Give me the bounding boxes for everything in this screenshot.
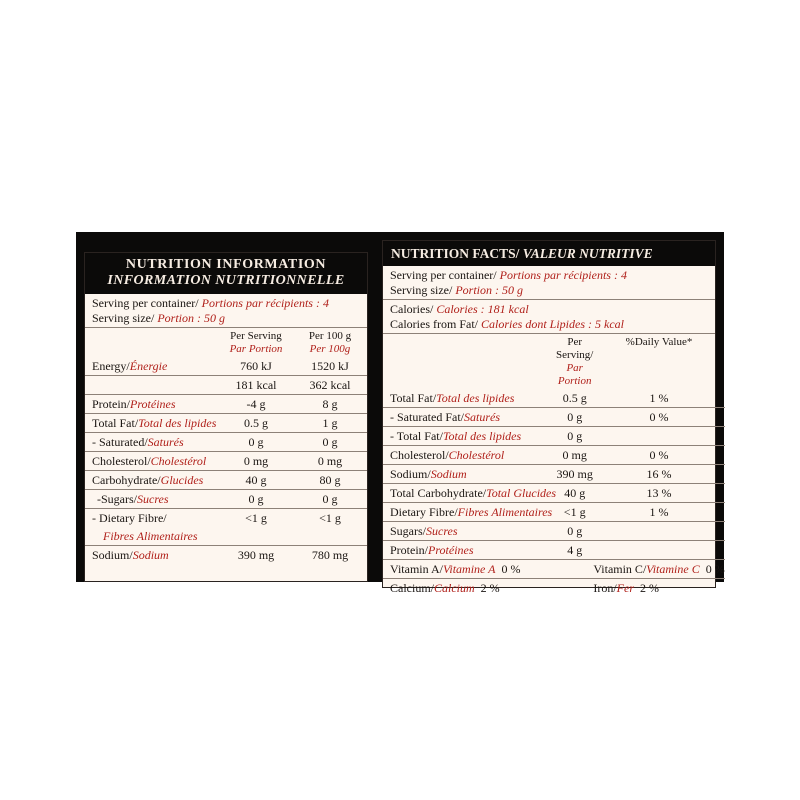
left-row-v1-5: 0 mg: [219, 452, 293, 471]
table-row: [383, 560, 725, 579]
right-row-amount-2: 0 g: [556, 427, 593, 446]
left-row-v2-6: 80 g: [293, 471, 367, 490]
left-row-v1-7: 0 g: [219, 490, 293, 509]
nutrition-information-panel: [84, 252, 368, 582]
calcium-cell: Calcium/Calcium 2 %: [390, 580, 500, 595]
left-panel-title-en: NUTRITION INFORMATION: [125, 257, 327, 272]
right-serving-info: [383, 266, 715, 299]
right-serving-size-row: [390, 283, 708, 298]
table-row: [85, 357, 367, 376]
left-row-v2-10: 780 mg: [311, 547, 349, 562]
right-nutrient-table: [383, 334, 725, 597]
right-row-label-7: Sugars/Sucres: [383, 522, 556, 541]
right-row-dv-5: 13 %: [593, 484, 724, 503]
left-serving-size-value: 50 g: [204, 310, 225, 325]
left-row-label-0: Energy/Énergie: [85, 357, 219, 376]
left-serving-size-label-en: Serving size/: [92, 310, 155, 325]
left-serving-per-container-row: [92, 296, 360, 311]
vitamin-a-cell: Vitamin A/Vitamine A 0 %: [383, 560, 593, 579]
right-serving-size-value: 50 g: [502, 282, 523, 297]
right-row-amount-0: 0.5 g: [556, 389, 593, 408]
left-row-v1-2: -4 g: [219, 395, 293, 414]
vitamin-c-cell: Vitamin C/Vitamine C 0 %: [593, 560, 724, 579]
table-row: [85, 414, 367, 433]
right-calories-fat-label-en: Calories from Fat/: [390, 316, 478, 331]
right-calories-block: [383, 300, 715, 333]
table-row: [383, 541, 725, 560]
table-row: [383, 579, 725, 598]
left-row-v1-3: 0.5 g: [219, 414, 293, 433]
left-serving-per-container-value: 4: [322, 296, 329, 310]
right-row-label-5: Total Carbohydrate/Total Glucides: [383, 484, 556, 503]
left-col1-header: Per Serving Par Portion: [229, 329, 283, 355]
table-row: [383, 389, 725, 408]
table-row: [383, 465, 725, 484]
left-row-v1-6: 40 g: [219, 471, 293, 490]
left-panel-title-fr: INFORMATION NUTRITIONNELLE: [107, 273, 345, 288]
right-row-dv-4: 16 %: [593, 465, 724, 484]
left-row-v2-9: [293, 527, 367, 546]
left-row-v1-4: 0 g: [219, 433, 293, 452]
left-panel-header: [85, 253, 367, 294]
right-panel-header: [383, 241, 715, 266]
left-row-v1-8: <1 g: [245, 510, 267, 525]
table-row: [383, 522, 725, 541]
left-row-label-4: - Saturated/Saturés: [85, 433, 219, 452]
left-row-v2-1: 362 kcal: [293, 376, 367, 395]
table-row: [85, 490, 367, 509]
left-row-v1-0: 760 kJ: [219, 357, 293, 376]
left-row-label-2: Protein/Protéines: [85, 395, 219, 414]
right-row-amount-4: 390 mg: [556, 465, 593, 484]
left-serving-size-row: [92, 311, 360, 326]
table-row: [85, 433, 367, 452]
left-column-header-row: [85, 328, 367, 357]
right-panel-title-fr: VALEUR NUTRITIVE: [522, 246, 653, 261]
left-row-v2-4: 0 g: [293, 433, 367, 452]
left-serving-size-label-fr: Portion :: [157, 310, 201, 325]
table-row: [85, 376, 367, 395]
left-row-v2-2: 8 g: [293, 395, 367, 414]
right-serving-size-label-fr: Portion :: [455, 282, 499, 297]
table-row: [85, 546, 367, 565]
table-row: [85, 471, 367, 490]
left-row-label-5: Cholesterol/Cholestérol: [85, 452, 219, 471]
left-col2-header: Per 100 g Per 100g: [308, 329, 352, 355]
right-row-amount-7: 0 g: [556, 522, 593, 541]
right-calories-fat-value: 5 kcal: [595, 316, 624, 331]
right-calories-from-fat-row: [390, 317, 708, 332]
iron-cell: Iron/Fer 2 %: [593, 580, 659, 595]
right-serving-per-container-label-en: Serving per container/: [390, 268, 497, 282]
right-row-amount-1: 0 g: [556, 408, 593, 427]
left-row-v1-9: [219, 527, 293, 546]
right-row-dv-6: 1 %: [593, 503, 724, 522]
right-serving-size-label-en: Serving size/: [390, 282, 453, 297]
table-row: [85, 452, 367, 471]
left-nutrient-table: [85, 328, 367, 564]
right-row-amount-3: 0 mg: [556, 446, 593, 465]
left-row-v1-1: 181 kcal: [219, 376, 293, 395]
right-serving-per-container-row: [390, 268, 708, 283]
right-row-amount-8: 4 g: [556, 541, 593, 560]
left-row-v2-8: <1 g: [319, 510, 341, 525]
right-dv-header: %Daily Value*: [625, 335, 693, 348]
table-row: [85, 527, 367, 546]
right-row-dv-8: [593, 541, 724, 560]
right-panel-title-en: NUTRITION FACTS/: [391, 246, 520, 261]
left-row-label-7: -Sugars/Sucres: [85, 490, 219, 509]
right-calories-row: [390, 302, 708, 317]
right-row-dv-3: 0 %: [593, 446, 724, 465]
left-row-v2-0: 1520 kJ: [293, 357, 367, 376]
right-calories-fat-label-fr: Calories dont Lipides :: [480, 316, 592, 331]
table-row: [383, 427, 725, 446]
right-row-amount-5: 40 g: [556, 484, 593, 503]
right-row-label-3: Cholesterol/Cholestérol: [383, 446, 556, 465]
left-row-label-10: Sodium/Sodium: [92, 547, 169, 562]
left-row-label-3: Total Fat/Total des lipides: [85, 414, 219, 433]
right-calories-value: 181 kcal: [487, 302, 529, 316]
right-row-amount-6: <1 g: [556, 503, 593, 522]
table-row: [383, 446, 725, 465]
right-serving-per-container-label-fr: Portions par récipients :: [499, 268, 618, 282]
right-row-label-1: - Saturated Fat/Saturés: [383, 408, 556, 427]
right-row-label-8: Protein/Protéines: [383, 541, 556, 560]
table-row: [383, 503, 725, 522]
right-row-label-2: - Total Fat/Total des lipides: [383, 427, 556, 446]
table-row: [383, 408, 725, 427]
left-row-label-1: [85, 376, 219, 395]
right-serving-per-container-value: 4: [620, 268, 627, 282]
left-row-v2-7: 0 g: [293, 490, 367, 509]
right-row-label-0: Total Fat/Total des lipides: [383, 389, 556, 408]
right-row-dv-7: [593, 522, 724, 541]
right-row-dv-0: 1 %: [593, 389, 724, 408]
left-row-label-8: - Dietary Fibre/: [92, 510, 167, 525]
left-serving-per-container-label-en: Serving per container/: [92, 296, 199, 310]
right-column-header-row: [383, 334, 725, 389]
left-row-label-6: Carbohydrate/Glucides: [85, 471, 219, 490]
right-calories-label-fr: Calories :: [436, 302, 485, 316]
table-row: [85, 395, 367, 414]
left-row-label-9: Fibres Alimentaires: [85, 527, 219, 546]
table-row: [85, 509, 367, 528]
right-row-dv-2: [593, 427, 724, 446]
left-row-v2-5: 0 mg: [293, 452, 367, 471]
nutrition-facts-panel: [382, 240, 725, 595]
left-row-v1-10: 390 mg: [237, 547, 275, 562]
right-row-dv-1: 0 %: [593, 408, 724, 427]
right-row-label-4: Sodium/Sodium: [383, 465, 556, 484]
left-row-v2-3: 1 g: [293, 414, 367, 433]
right-calories-label-en: Calories/: [390, 302, 434, 316]
table-row: [383, 484, 725, 503]
right-amount-header: Per Serving/ Par Portion: [556, 335, 594, 387]
left-serving-info: [85, 294, 367, 327]
left-serving-per-container-label-fr: Portions par récipients :: [201, 296, 320, 310]
right-row-label-6: Dietary Fibre/Fibres Alimentaires: [383, 503, 556, 522]
